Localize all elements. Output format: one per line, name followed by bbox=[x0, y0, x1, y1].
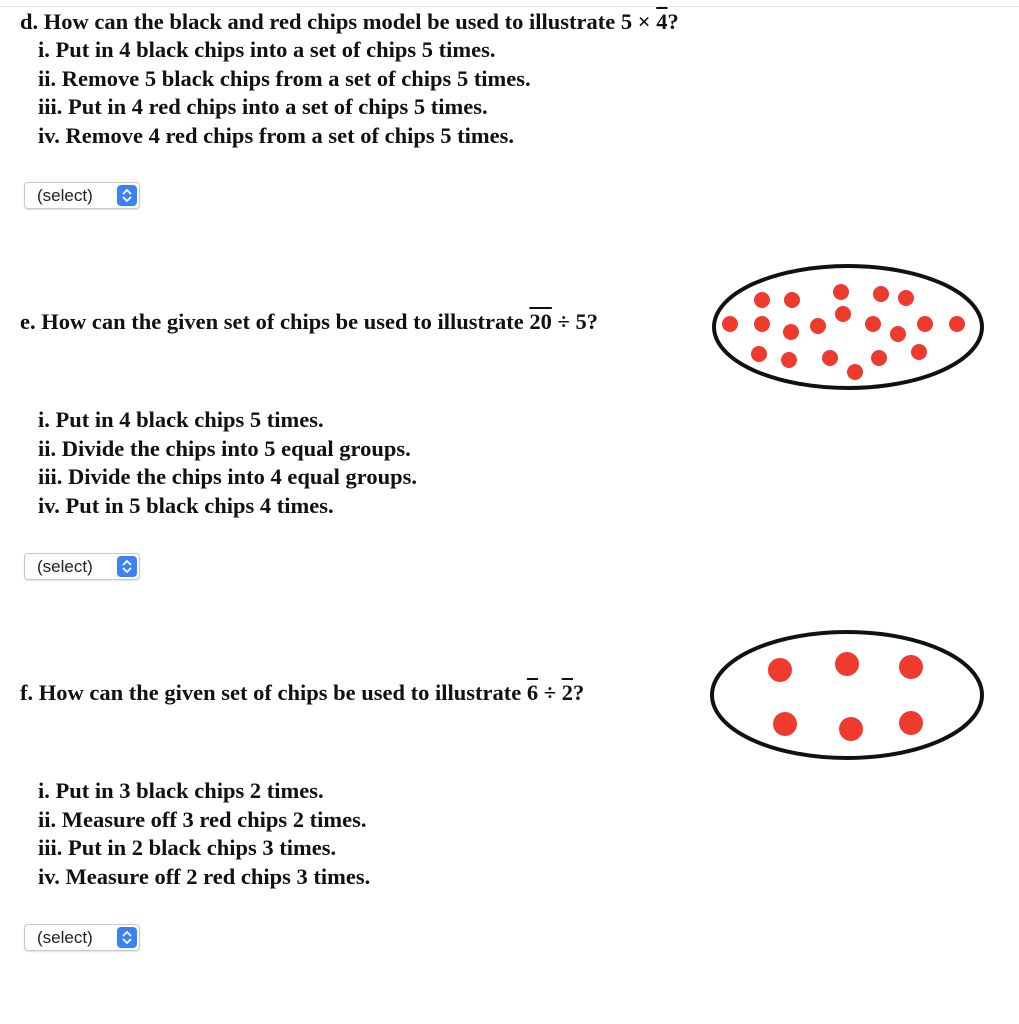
select-value: (select) bbox=[37, 186, 93, 205]
option-d-iv: iv. Remove 4 red chips from a set of chips 5 times. bbox=[38, 122, 514, 148]
red-chip bbox=[949, 316, 965, 332]
red-chip bbox=[822, 350, 838, 366]
chevron-up-down-icon bbox=[117, 927, 137, 948]
option-d-iii: iii. Put in 4 red chips into a set of chips 5 times. bbox=[38, 94, 488, 119]
red-chip bbox=[722, 316, 738, 332]
stem-text: f. How can the given set of chips be used to illustrate bbox=[20, 680, 527, 705]
negative-number: 20 bbox=[529, 309, 552, 334]
chips-group bbox=[722, 284, 965, 380]
stem-text: e. How can the given set of chips be used to illustrate bbox=[20, 309, 530, 334]
stem-text: ? bbox=[572, 680, 585, 705]
option-f-ii: ii. Measure off 3 red chips 2 times. bbox=[38, 806, 367, 832]
red-chip bbox=[835, 306, 851, 322]
red-chip bbox=[783, 324, 799, 340]
red-chip bbox=[754, 316, 770, 332]
option-e-iii: iii. Divide the chips into 4 equal groups. bbox=[38, 464, 418, 489]
stem-text: ÷ 5? bbox=[551, 309, 598, 334]
red-chip bbox=[810, 318, 826, 334]
red-chip bbox=[871, 350, 887, 366]
red-chip bbox=[833, 284, 849, 300]
select-value: (select) bbox=[37, 557, 93, 576]
red-chip bbox=[773, 712, 797, 736]
question-f-stem bbox=[20, 679, 584, 707]
question-e-stem bbox=[20, 308, 598, 336]
option-d-ii: ii. Remove 5 black chips from a set of chips 5 times. bbox=[38, 65, 531, 91]
stem-text: ? bbox=[667, 9, 679, 34]
option-d-i: i. Put in 4 black chips into a set of chips 5 times. bbox=[38, 37, 496, 62]
red-chip bbox=[835, 652, 859, 676]
red-chip bbox=[899, 711, 923, 735]
negative-number: 6 bbox=[526, 680, 539, 705]
option-e-iv: iv. Put in 5 black chips 4 times. bbox=[38, 492, 334, 518]
red-chip bbox=[784, 292, 800, 308]
top-divider bbox=[0, 6, 1019, 7]
option-f-i: i. Put in 3 black chips 2 times. bbox=[38, 778, 324, 803]
question-d-stem bbox=[20, 8, 679, 36]
chips-group bbox=[768, 652, 923, 741]
red-chip bbox=[865, 316, 881, 332]
red-chip bbox=[781, 352, 797, 368]
stem-text: ÷ bbox=[538, 680, 562, 705]
negative-number: 2 bbox=[561, 680, 573, 705]
chevron-up-down-icon bbox=[117, 185, 137, 206]
chip-set-f bbox=[705, 627, 1005, 767]
red-chip bbox=[873, 286, 889, 302]
red-chip bbox=[911, 344, 927, 360]
option-e-i: i. Put in 4 black chips 5 times. bbox=[38, 407, 324, 432]
chip-set-e bbox=[705, 258, 1005, 398]
red-chip bbox=[898, 290, 914, 306]
red-chip bbox=[754, 292, 770, 308]
answer-select-e[interactable] bbox=[24, 553, 140, 580]
option-f-iii: iii. Put in 2 black chips 3 times. bbox=[38, 835, 337, 860]
select-value: (select) bbox=[37, 928, 93, 947]
red-chip bbox=[847, 364, 863, 380]
red-chip bbox=[768, 658, 792, 682]
answer-select-d[interactable] bbox=[24, 182, 140, 209]
option-f-iv: iv. Measure off 2 red chips 3 times. bbox=[38, 863, 371, 889]
stem-text: d. How can the black and red chips model be used to illustrate 5 × bbox=[20, 9, 657, 34]
red-chip bbox=[890, 326, 906, 342]
red-chip bbox=[917, 316, 933, 332]
red-chip bbox=[899, 655, 923, 679]
red-chip bbox=[751, 346, 767, 362]
option-e-ii: ii. Divide the chips into 5 equal groups. bbox=[38, 435, 411, 461]
red-chip bbox=[839, 717, 863, 741]
negative-number: 4 bbox=[656, 9, 668, 34]
chevron-up-down-icon bbox=[117, 556, 137, 577]
answer-select-f[interactable] bbox=[24, 924, 140, 951]
